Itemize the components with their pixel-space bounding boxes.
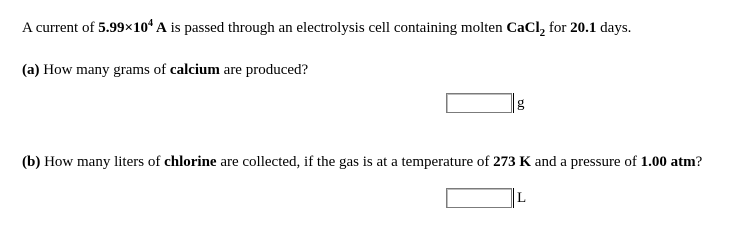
duration-value: 20.1	[570, 20, 597, 36]
answer-a-input[interactable]	[446, 93, 512, 113]
question-b-text-middle: are collected, if the gas is at a temperature of	[216, 154, 494, 170]
question-a-substance: calcium	[169, 62, 220, 78]
temperature-value: 273 K	[493, 154, 532, 170]
question-b-label: (b)	[22, 154, 41, 170]
question-a	[22, 61, 308, 79]
question-a-text-after: are produced?	[219, 62, 309, 78]
compound-main: CaCl	[506, 20, 540, 36]
compound-subscript: 2	[539, 27, 546, 39]
intro-middle: is passed through an electrolysis cell containing molten	[166, 20, 507, 36]
intro-prefix: A current of	[22, 20, 99, 36]
intro-for: for	[545, 20, 571, 36]
answer-a-unit: g	[513, 93, 525, 113]
compound-formula	[506, 20, 546, 39]
question-b-substance: chlorine	[164, 154, 217, 170]
answer-b-input[interactable]	[446, 188, 512, 208]
current-exponent: 4	[148, 18, 154, 29]
question-b	[22, 153, 702, 171]
current-unit: A	[153, 20, 167, 36]
question-a-label: (a)	[22, 62, 40, 78]
question-b-text-and: and a pressure of	[531, 154, 641, 170]
question-a-text-before: How many grams of	[39, 62, 170, 78]
question-b-text-before: How many liters of	[40, 154, 165, 170]
answer-b-unit: L	[513, 188, 526, 208]
intro-suffix: days.	[596, 20, 632, 36]
problem-statement	[22, 19, 631, 37]
pressure-value: 1.00 atm	[640, 154, 696, 170]
current-value	[98, 20, 167, 36]
current-mantissa: 5.99×10	[98, 20, 149, 36]
question-b-text-end: ?	[695, 154, 703, 170]
